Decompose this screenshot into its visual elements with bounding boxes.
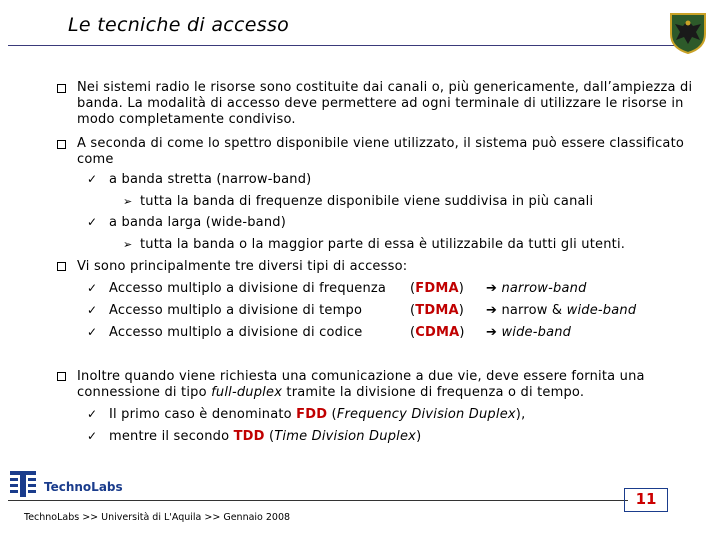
- bullet-1-line-3: modo completamente condiviso.: [77, 112, 296, 127]
- access-fdma-acronym: (FDMA): [410, 281, 465, 296]
- title-divider: [8, 45, 698, 46]
- right-arrow-icon: ➔: [486, 281, 498, 296]
- checkmark-icon: ✓: [87, 172, 98, 186]
- checkmark-icon: ✓: [87, 281, 98, 295]
- narrow-band-detail: tutta la banda di frequenze disponibile viene suddivisa in più canali: [140, 194, 594, 209]
- bullet-2-line-2: come: [77, 152, 114, 167]
- tdd-item: mentre il secondo TDD (Time Division Duplex): [109, 429, 422, 444]
- footer-text: TechnoLabs >> Università di L'Aquila >> Gennaio 2008: [24, 512, 291, 523]
- arrow-bullet-icon: ➢: [123, 238, 133, 251]
- logo-text: TechnoLabs: [44, 480, 123, 494]
- footer-divider: [8, 500, 628, 501]
- bullet-4-line-2: connessione di tipo full-duplex tramite la divisione di frequenza o di tempo.: [77, 385, 585, 400]
- access-tdma-band: ➔ narrow & wide-band: [486, 303, 637, 318]
- right-arrow-icon: ➔: [486, 325, 498, 340]
- bullet-box-icon: [57, 84, 66, 93]
- access-cdma-band: ➔ wide-band: [486, 325, 572, 340]
- access-tdma-name: Accesso multiplo a divisione di tempo: [109, 303, 363, 318]
- bullet-4-line-1: Inoltre quando viene richiesta una comunicazione a due vie, deve essere fornita una: [77, 369, 645, 384]
- checkmark-icon: ✓: [87, 303, 98, 317]
- checkmark-icon: ✓: [87, 215, 98, 229]
- checkmark-icon: ✓: [87, 429, 98, 443]
- right-arrow-icon: ➔: [486, 303, 498, 318]
- page-number: 11: [624, 488, 668, 512]
- wide-band-item: a banda larga (wide-band): [109, 215, 286, 230]
- arrow-bullet-icon: ➢: [123, 195, 133, 208]
- slide-title: Le tecniche di accesso: [68, 14, 290, 36]
- bullet-1-line-1: Nei sistemi radio le risorse sono costituite dai canali o, più genericamente, dall’ampiezza di: [77, 80, 693, 95]
- fdd-item: Il primo caso è denominato FDD (Frequency Division Duplex),: [109, 407, 526, 422]
- checkmark-icon: ✓: [87, 325, 98, 339]
- bullet-box-icon: [57, 140, 66, 149]
- bullet-2-line-1: A seconda di come lo spettro disponibile viene utilizzato, il sistema può essere classificato: [77, 136, 685, 151]
- narrow-band-item: a banda stretta (narrow-band): [109, 172, 312, 187]
- university-crest-icon: [669, 12, 707, 54]
- checkmark-icon: ✓: [87, 407, 98, 421]
- access-tdma-acronym: (TDMA): [410, 303, 465, 318]
- bullet-1-line-2: banda. La modalità di accesso deve permettere ad ogni terminale di utilizzare le risorse in: [77, 96, 684, 111]
- access-fdma-band: ➔ narrow-band: [486, 281, 587, 296]
- access-cdma-acronym: (CDMA): [410, 325, 465, 340]
- wide-band-detail: tutta la banda o la maggior parte di essa è utilizzabile da tutti gli utenti.: [140, 237, 626, 252]
- access-fdma-name: Accesso multiplo a divisione di frequenza: [109, 281, 387, 296]
- bullet-box-icon: [57, 262, 66, 271]
- access-cdma-name: Accesso multiplo a divisione di codice: [109, 325, 363, 340]
- bullet-box-icon: [57, 372, 66, 381]
- bullet-3-text: Vi sono principalmente tre diversi tipi di accesso:: [77, 259, 408, 274]
